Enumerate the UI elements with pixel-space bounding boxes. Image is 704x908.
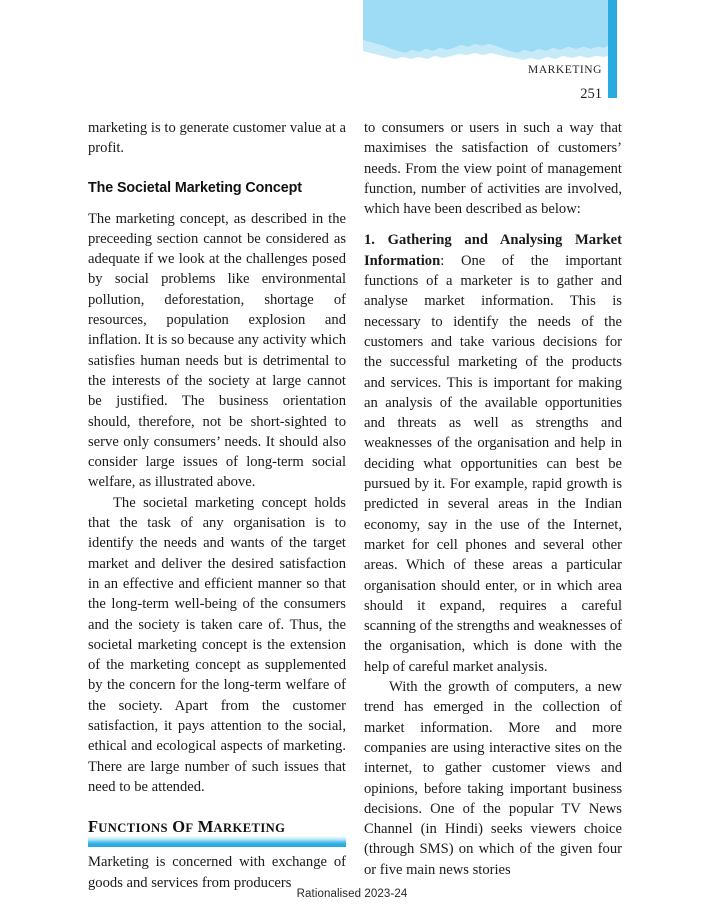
torn-shape-edge	[363, 40, 608, 60]
paragraph-continued-left: marketing is to generate customer value at a profit.	[88, 120, 346, 157]
run-in-heading-item-1: 1. Gathering and Analysing Market Information	[364, 232, 622, 269]
page-number: 251	[580, 86, 602, 102]
running-head: MARKETING	[528, 64, 602, 76]
major-heading-word3-cap: M	[197, 817, 214, 837]
body-columns	[88, 118, 622, 891]
torn-shape	[363, 0, 608, 53]
paragraph-item-1	[364, 230, 622, 677]
paragraph-computers-trend: With the growth of computers, a new trend has emerged in the collection of market information. More and more companies are using interactive sites on the internet, to gather customer views and opinions, before taking important business decisions. One of the popular TV News Channel (in Hindi) seeks viewers choice (through SMS) on which of the given four or five main news stories	[364, 679, 622, 878]
paragraph-functions-intro: Marketing is concerned with exchange of goods and services from producers	[88, 854, 346, 891]
major-heading-word2-cap: O	[172, 817, 186, 837]
left-column	[88, 118, 346, 891]
footer-note: Rationalised 2023-24	[296, 888, 408, 900]
paragraph-continued-right: to consumers or users in such a way that maximises the satisfaction of customers’ needs. From the view point of management function, number of activities are involved, which have been described as below:	[364, 120, 622, 218]
paragraph-societal-1: The marketing concept, as described in the preceeding section cannot be considered as adequate if we look at the challenges posed by social problems like environmental pollution, deforestation, shortage of resources, population explosion and inflation. It is so because any activity which satisfies human needs but is detrimental to the interests of the society at large cannot be justified. The business orientation should, therefore, not be short-sighted to serve only consumers’ needs. It should also consider large issues of long-term social welfare, as illustrated above.	[88, 210, 346, 491]
section-heading-societal-marketing-concept: The Societal Marketing Concept	[88, 179, 302, 196]
major-heading-word3-rest: ARKETING	[213, 821, 286, 836]
major-heading-word1-cap: F	[88, 817, 99, 837]
right-column	[364, 118, 622, 878]
paragraph-societal-2: The societal marketing concept holds that the task of any organisation is to identify the needs and wants of the target market and deliver the desired satisfaction in an effective and efficient manner so that the long-term well-being of the consumers and the society is taken care of. Thus, the societal marketing concept is the extension of the marketing concept as supplemented by the concern for the long-term welfare of the society. Apart from the customer satisfaction, it pays attention to the social, ethical and ecological aspects of marketing. There are large number of such issues that need to be attended.	[88, 494, 346, 795]
major-heading-word2-rest: F	[185, 821, 194, 836]
run-in-body-item-1: : One of the important functions of a marketer is to gather and analyse market information. This is necessary to identify the needs of the customers and take various decisions for the successful marketing of the products and services. This is important for making an analysis of the available opportunities and threats as well as strengths and weaknesses of the organisation and help in deciding what opportunities can best be pursued by it. For example, rapid growth is predicted in several areas in the Indian economy, say in the use of the Internet, market for cell phones and several other areas. Which of these areas a particular organisation should enter, or in which area should it expand, requires a careful scanning of the strengths and weaknesses of the organisation, which is done with the help of careful market analysis.	[364, 252, 622, 675]
header-accent-bar	[608, 0, 617, 98]
left-column-bottom-accent-bar	[88, 836, 346, 845]
major-heading-word1-rest: UNCTIONS	[98, 821, 168, 836]
